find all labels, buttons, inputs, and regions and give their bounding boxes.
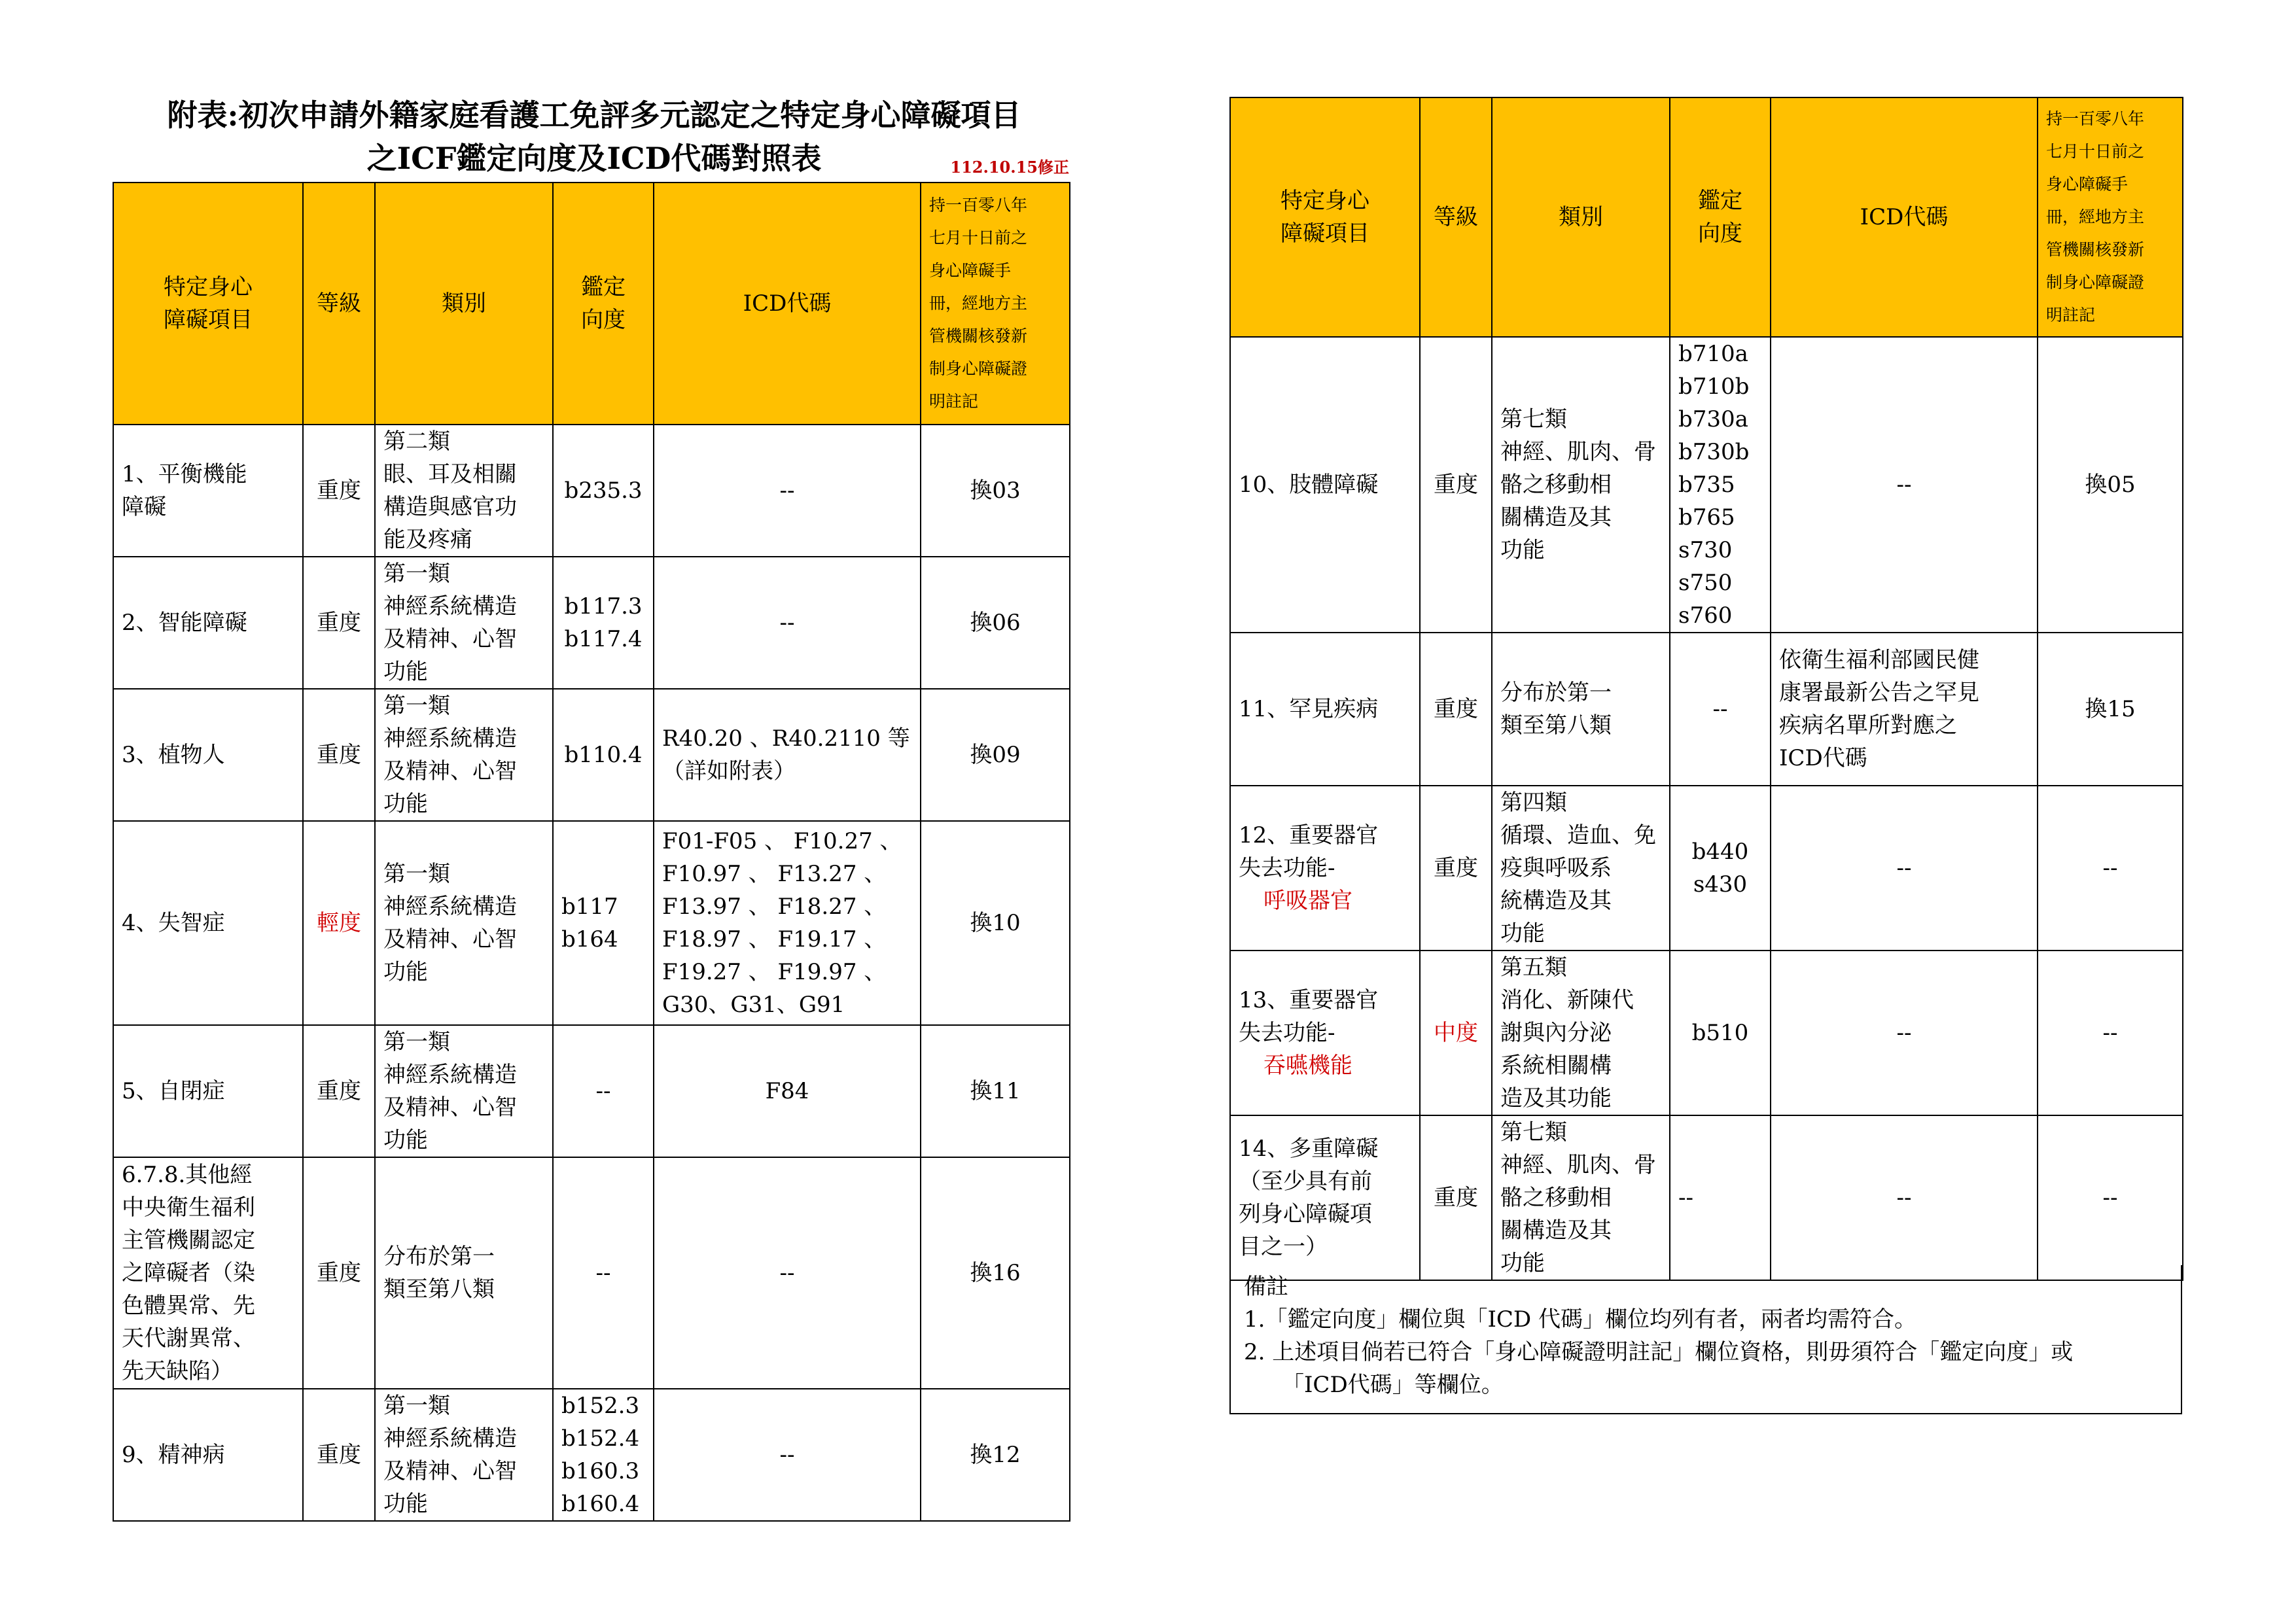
row-dimension: -- [1670,633,1771,786]
document-title-line2: 之ICF鑑定向度及ICD代碼對照表 [366,141,822,176]
row-note: 換09 [921,689,1070,821]
row-item: 10、肢體障礙 [1230,337,1420,633]
row-icd: -- [1771,337,2038,633]
row-level: 重度 [303,1389,375,1521]
row-category: 第五類 消化、新陳代 謝與內分泌 系統相關構 造及其功能 [1492,951,1670,1115]
row-level: 重度 [303,1025,375,1157]
header-category: 類別 [375,183,553,425]
row-icd: -- [654,1157,921,1389]
row-level: 重度 [303,425,375,557]
row-item: 9、精神病 [113,1389,303,1521]
table-row [113,821,1070,1025]
table-row [1230,1115,2183,1280]
row-item-text: 12、重要器官 失去功能- [1239,822,1379,881]
row-item [1230,951,1420,1115]
row-icd: -- [1771,951,2038,1115]
table-row [1230,951,2183,1115]
row-dimension: -- [1670,1115,1771,1280]
row-item-highlight: 吞嚥機能 [1263,1053,1352,1079]
row-category: 第一類 神經系統構造 及精神、心智 功能 [375,1389,553,1521]
row-dimension: b510 [1670,951,1771,1115]
row-note: -- [2038,786,2183,951]
revision-date: 112.10.15修正 [950,158,1069,177]
header-dimension: 鑑定 向度 [553,183,654,425]
row-dimension: b117 b164 [553,821,654,1025]
row-icd: F01-F05 、 F10.27 、 F10.97 、 F13.27 、 F13.97 、 F18.27 、 F18.97 、 F19.17 、 F19.27 、 F19.97 、 G30、G31、G91 [654,821,921,1025]
row-category: 第四類 循環、造血、免 疫與呼吸系 統構造及其 功能 [1492,786,1670,951]
row-level: 重度 [303,1157,375,1389]
header-icd: ICD代碼 [1771,97,2038,337]
left-table [113,182,1070,1522]
row-item [1230,786,1420,951]
row-item: 4、失智症 [113,821,303,1025]
row-dimension: b152.3 b152.4 b160.3 b160.4 [553,1389,654,1521]
table-row [113,689,1070,821]
remark-2-continued: 「ICD代碼」等欄位。 [1282,1372,1504,1398]
row-level: 輕度 [303,821,375,1025]
header-note: 持一百零八年 七月十日前之 身心障礙手 冊，經地方主 管機關核發新 制身心障礙證 明註記 [2038,97,2183,337]
row-category: 第一類 神經系統構造 及精神、心智 功能 [375,689,553,821]
right-table [1229,97,2183,1281]
row-category: 第一類 神經系統構造 及精神、心智 功能 [375,1025,553,1157]
row-item: 1、平衡機能 障礙 [113,425,303,557]
row-level: 重度 [1420,337,1492,633]
row-icd: 依衛生福利部國民健 康署最新公告之罕見 疾病名單所對應之 ICD代碼 [1771,633,2038,786]
row-item: 6.7.8.其他經 中央衛生福利 主管機關認定 之障礙者（染 色體異常、先 天代謝異常、 先天缺陷） [113,1157,303,1389]
row-icd: -- [654,425,921,557]
row-category: 分布於第一 類至第八類 [375,1157,553,1389]
document-title-line1: 附表:初次申請外籍家庭看護工免評多元認定之特定身心障礙項目 [167,97,1021,133]
header-category: 類別 [1492,97,1670,337]
table-row [113,557,1070,689]
row-note: 換03 [921,425,1070,557]
row-dimension: b110.4 [553,689,654,821]
remarks-box [1229,1265,2182,1414]
row-level: 重度 [1420,1115,1492,1280]
row-note: 換06 [921,557,1070,689]
header-icd: ICD代碼 [654,183,921,425]
row-dimension: b710a b710b b730a b730b b735 b765 s730 s750 s760 [1670,337,1771,633]
table-row [1230,786,2183,951]
remark-1: 1.「鑑定向度」欄位與「ICD 代碼」欄位均列有者，兩者均需符合。 [1244,1306,1916,1333]
row-dimension: b235.3 [553,425,654,557]
row-level: 重度 [303,557,375,689]
row-item: 5、自閉症 [113,1025,303,1157]
row-note: -- [2038,1115,2183,1280]
row-level: 中度 [1420,951,1492,1115]
row-dimension: -- [553,1157,654,1389]
header-level: 等級 [303,183,375,425]
row-level: 重度 [303,689,375,821]
row-dimension: b440 s430 [1670,786,1771,951]
row-category: 第七類 神經、肌肉、骨 骼之移動相 關構造及其 功能 [1492,1115,1670,1280]
row-note: -- [2038,951,2183,1115]
row-level: 重度 [1420,786,1492,951]
left-header-row [113,183,1070,425]
header-dimension: 鑑定 向度 [1670,97,1771,337]
row-level: 重度 [1420,633,1492,786]
table-row [1230,633,2183,786]
row-note: 換15 [2038,633,2183,786]
remarks-title: 備註 [1244,1274,1288,1300]
row-icd: -- [654,557,921,689]
row-item-highlight: 呼吸器官 [1263,888,1352,914]
row-note: 換11 [921,1025,1070,1157]
row-item: 11、罕見疾病 [1230,633,1420,786]
row-dimension: b117.3 b117.4 [553,557,654,689]
table-row [113,425,1070,557]
row-item-text: 13、重要器官 失去功能- [1239,987,1379,1046]
right-header-row [1230,97,2183,337]
row-item: 2、智能障礙 [113,557,303,689]
table-row [113,1389,1070,1521]
row-icd: -- [1771,1115,2038,1280]
header-item: 特定身心 障礙項目 [113,183,303,425]
table-row [1230,337,2183,633]
row-category: 第七類 神經、肌肉、骨 骼之移動相 關構造及其 功能 [1492,337,1670,633]
row-category: 第二類 眼、耳及相關 構造與感官功 能及疼痛 [375,425,553,557]
header-item: 特定身心 障礙項目 [1230,97,1420,337]
table-row [113,1025,1070,1157]
row-icd: R40.20 、R40.2110 等 （詳如附表） [654,689,921,821]
row-note: 換12 [921,1389,1070,1521]
row-category: 分布於第一 類至第八類 [1492,633,1670,786]
row-note: 換10 [921,821,1070,1025]
header-note: 持一百零八年 七月十日前之 身心障礙手 冊，經地方主 管機關核發新 制身心障礙證 明註記 [921,183,1070,425]
row-note: 換16 [921,1157,1070,1389]
row-dimension: -- [553,1025,654,1157]
remark-2: 2. 上述項目倘若已符合「身心障礙證明註記」欄位資格，則毋須符合「鑑定向度」或 [1244,1339,2074,1365]
row-icd: F84 [654,1025,921,1157]
table-row [113,1157,1070,1389]
row-note: 換05 [2038,337,2183,633]
row-category: 第一類 神經系統構造 及精神、心智 功能 [375,821,553,1025]
row-category: 第一類 神經系統構造 及精神、心智 功能 [375,557,553,689]
header-level: 等級 [1420,97,1492,337]
row-item: 3、植物人 [113,689,303,821]
row-icd: -- [654,1389,921,1521]
row-item: 14、多重障礙 （至少具有前 列身心障礙項 目之一） [1230,1115,1420,1280]
row-icd: -- [1771,786,2038,951]
